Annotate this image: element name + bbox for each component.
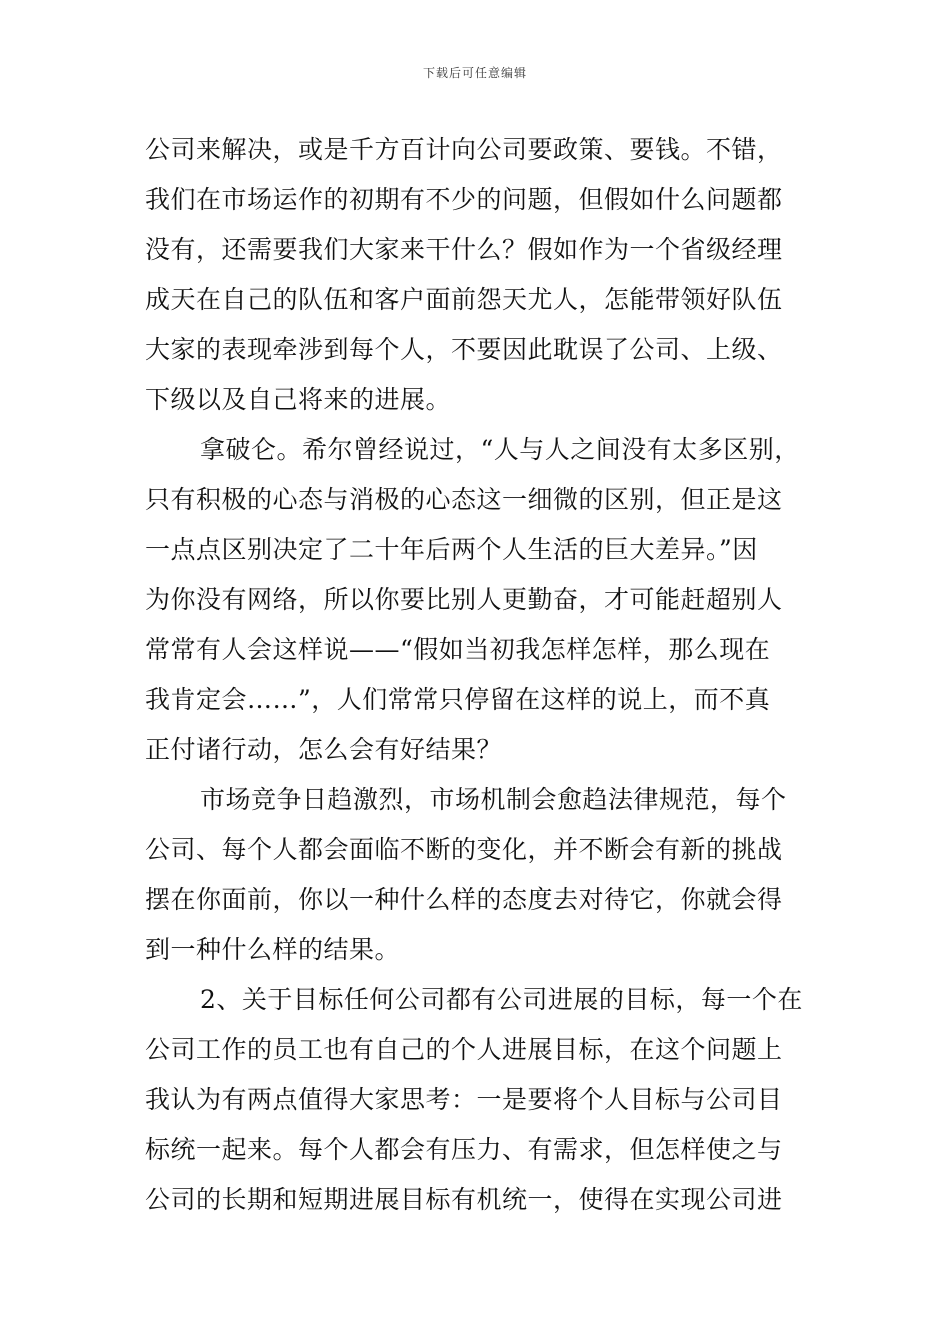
paragraph-line: 到一种什么样的结果。 [145,935,401,964]
paragraph-line: 公司工作的员工也有自己的个人进展目标，在这个问题上 [145,1035,783,1064]
paragraph-line: 2、关于目标任何公司都有公司进展的目标，每一个在 [200,985,803,1014]
paragraph-line: 大家的表现牵涉到每个人，不要因此耽误了公司、上级、 [145,335,783,364]
paragraph-line: 我们在市场运作的初期有不少的问题，但假如什么问题都 [145,185,783,214]
paragraph-line: 公司、每个人都会面临不断的变化，并不断会有新的挑战 [145,835,783,864]
paragraph-line: 拿破仑。希尔曾经说过，“人与人之间没有太多区别， [200,435,800,464]
paragraph-line: 公司来解决，或是千方百计向公司要政策、要钱。不错， [145,135,783,164]
paragraph-line: 摆在你面前，你以一种什么样的态度去对待它，你就会得 [145,885,783,914]
paragraph-line: 成天在自己的队伍和客户面前怨天尤人，怎能带领好队伍 [145,285,783,314]
paragraph-line: 市场竞争日趋激烈，市场机制会愈趋法律规范，每个 [200,785,787,814]
paragraph-line: 公司的长期和短期进展目标有机统一，使得在实现公司进 [145,1185,783,1214]
paragraph-line: 常常有人会这样说——“假如当初我怎样怎样，那么现在 [145,635,771,664]
paragraph-line: 一点点区别决定了二十年后两个人生活的巨大差异。”因 [145,535,758,564]
paragraph-line: 我肯定会……”，人们常常只停留在这样的说上，而不真 [145,685,771,714]
paragraph-line: 标统一起来。每个人都会有压力、有需求，但怎样使之与 [145,1135,783,1164]
paragraph-line: 正付诸行动，怎么会有好结果？ [145,735,503,764]
paragraph-line: 下级以及自己将来的进展。 [145,385,452,414]
paragraph-line: 没有，还需要我们大家来干什么？假如作为一个省级经理 [145,235,783,264]
page-header: 下载后可任意编辑 [422,66,527,80]
paragraph-line: 只有积极的心态与消极的心态这一细微的区别，但正是这 [145,485,783,514]
paragraph-line: 我认为有两点值得大家思考：一是要将个人目标与公司目 [145,1085,783,1114]
paragraph-line: 为你没有网络，所以你要比别人更勤奋，才可能赶超别人 [145,585,783,614]
